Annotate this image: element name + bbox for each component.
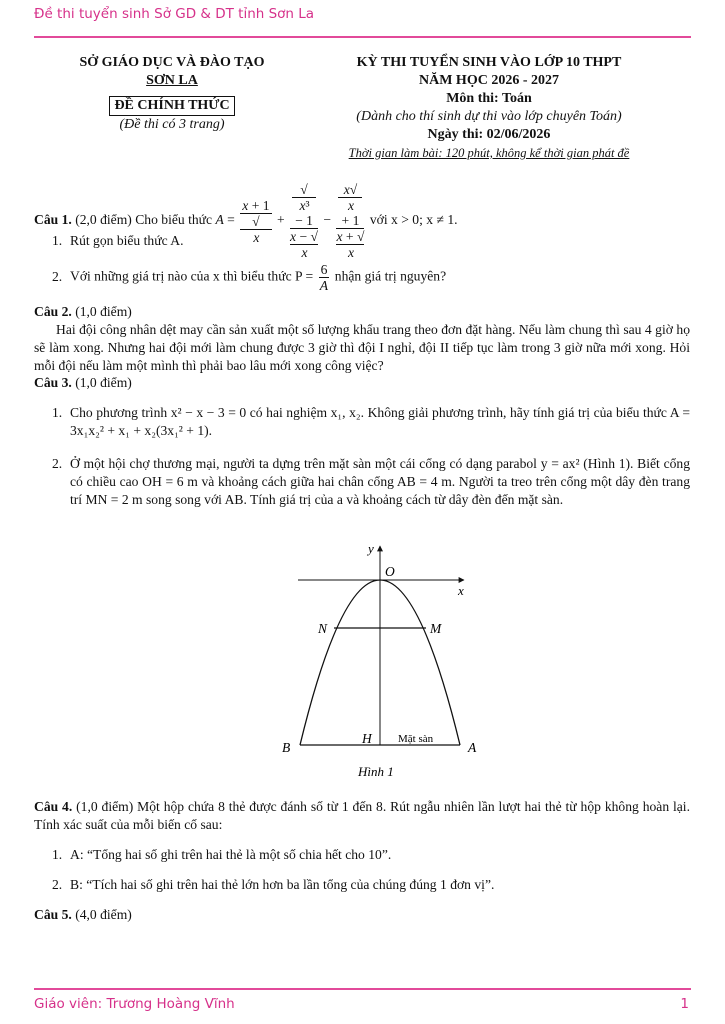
footer-page-number: 1	[680, 996, 689, 1012]
question-2	[34, 303, 690, 321]
question-5-points: (4,0 điểm)	[75, 907, 132, 922]
footer-teacher: Giáo viên: Trương Hoàng Vĩnh	[34, 996, 235, 1012]
footer-rule	[34, 988, 691, 990]
school-year: NĂM HỌC 2026 - 2027	[419, 73, 559, 88]
question-4-text: (1,0 điểm) Một hộp chứa 8 thẻ được đánh số từ 1 đến 8. Rút ngẫu nhiên lần lượt hai thẻ từ hộp không hoàn lại. Tính xác suất của mỗi biến cố sau:	[34, 799, 690, 832]
question-1-points: (2,0 điểm) Cho biểu thức	[75, 212, 213, 228]
exam-subject: Môn thi: Toán	[446, 91, 532, 106]
parabola-gate-figure	[270, 540, 490, 785]
question-5	[34, 906, 690, 924]
exam-duration: Thời gian làm bài: 120 phút, không kể thời gian phát đề	[348, 146, 630, 160]
question-1: Câu 1. (2,0 điểm) Cho biểu thức A = x + 1 √ x + √ x³ − 1 x − √ x − x√ x + 1 x + √ x với x > 0; x ≠ 1.	[34, 182, 458, 260]
exam-audience: (Dành cho thí sinh dự thi vào lớp chuyên Toán)	[356, 109, 622, 124]
question-2-points: (1,0 điểm)	[75, 304, 132, 319]
point-n-label: N	[318, 621, 328, 636]
point-m-label: M	[430, 621, 442, 636]
question-2-text: Hai đội công nhân dệt may cần sản xuất một số lượng khẩu trang theo đơn đặt hàng. Nếu làm chung thì sau 4 giờ họ sẽ làm xong. Nhưng hai đội mới làm chung được 3 giờ thì đội I nghỉ, đội II tiếp tục làm trong 3 giờ nữa mới xong. Hỏi mỗi đội nếu làm một mình thì phải bao lâu mới xong công việc?	[34, 322, 690, 373]
province-name: SƠN LA	[146, 73, 198, 88]
floor-label: Mặt sàn	[398, 733, 434, 745]
point-a-label: A	[468, 740, 477, 755]
official-badge: ĐỀ CHÍNH THỨC	[109, 96, 234, 116]
question-3-label: Câu 3.	[34, 375, 72, 390]
exam-date: Ngày thi: 02/06/2026	[427, 127, 551, 142]
point-b-label: B	[282, 740, 291, 755]
question-1-condition: với x > 0; x ≠ 1.	[369, 212, 458, 228]
figure-caption: Hình 1	[358, 764, 394, 779]
left-heading	[34, 54, 310, 134]
question-3	[34, 374, 690, 392]
question-1-label: Câu 1.	[34, 212, 72, 228]
question-2-label: Câu 2.	[34, 304, 72, 319]
header-rule	[34, 36, 691, 38]
page-header-title: Đề thi tuyển sinh Sở GD & DT tỉnh Sơn La	[34, 6, 315, 22]
y-axis-label: y	[368, 541, 374, 556]
x-axis-label: x	[458, 583, 464, 598]
point-h-label: H	[362, 731, 372, 746]
department-name: SỞ GIÁO DỤC VÀ ĐÀO TẠO	[79, 55, 265, 70]
origin-label: O	[385, 564, 395, 579]
right-heading	[318, 54, 660, 162]
question-3-points: (1,0 điểm)	[75, 375, 132, 390]
page-count-note: (Đề thi có 3 trang)	[119, 117, 225, 132]
exam-title: KỲ THI TUYỂN SINH VÀO LỚP 10 THPT	[356, 55, 622, 70]
question-4-label: Câu 4.	[34, 799, 73, 814]
question-4	[34, 798, 690, 834]
question-5-label: Câu 5.	[34, 907, 72, 922]
